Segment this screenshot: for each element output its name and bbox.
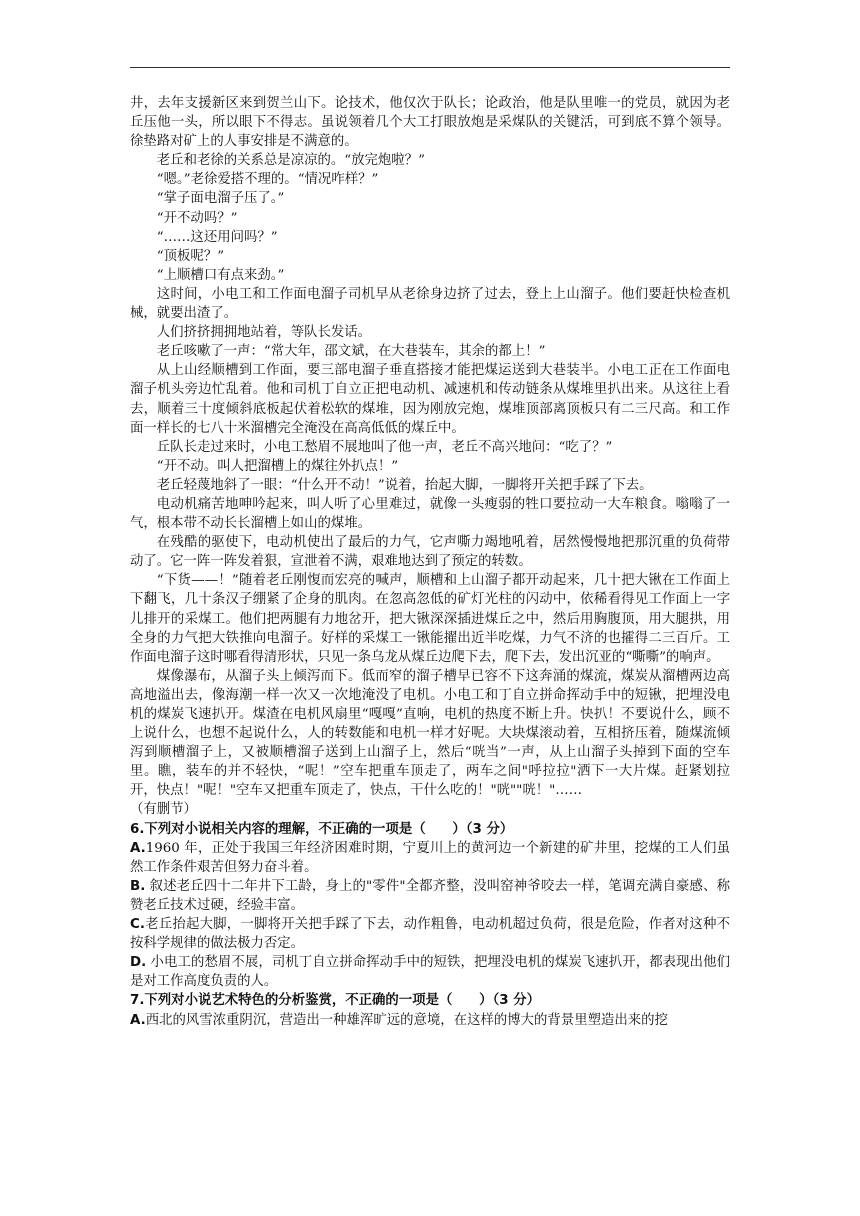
answer-option [130,953,730,991]
passage-paragraph: “……这还用问吗？” [156,229,278,245]
abridged-note: （有删节） [130,802,197,818]
passage-paragraph: 人们挤挤拥拥地站着，等队长发话。 [156,325,372,341]
passage-paragraph: “顶板呢？” [156,248,225,264]
passage-paragraph: 井，去年支援新区来到贺兰山下。论技术，他仅次于队长；论政治，他是队里唯一的党员，就因为老丘压他一头，所以眼下不得志。虽说领着几个大工打眼放炮是采煤队的关键活，可到底不算个领导。徐垫路对矿上的人事安排是不满意的。 [130,96,730,150]
question-stem: 7.下列对小说艺术特色的分析鉴赏，不正确的一项是（ ）（3 分） [130,993,541,1009]
passage-paragraph: 煤像瀑布，从溜子头上倾泻而下。低而窄的溜子槽早已容不下这奔涌的煤流，煤炭从溜槽两边高高地溢出去，像海潮一样一次又一次地淹没了电机。小电工和丁自立拼命挥动手中的短锹，把埋没电机的煤炭飞速扒开。煤渣在电机风扇里“嘎嘎”直响，电机的热度不断上升。快扒！不要说什么，顾不上说什么，也想不起说什么，人的转数能和电机一样才好呢。大块煤滚动着，互相挤压着，随煤流倾泻到顺槽溜子上，又被顺槽溜子送到上山溜子上，然后“咣当”一声，从上山溜子头掉到下面的空车里。瞧，装车的并不轻快，“呢！”空车把重车顶走了，两车之间"呼拉拉"洒下一大片煤。赶紧划拉开，快点！"呢！"空车又把重车顶走了，快点，干什么吃的！"咣""咣！"…… [130,668,730,799]
passage-paragraph: “掌子面电溜子压了。” [156,191,285,207]
passage-paragraph: 丘队长走过来时，小电工愁眉不展地叫了他一声，老丘不高兴地问：“吃了？” [156,439,613,455]
passage-paragraph: “上顺槽口有点来劲。” [156,267,285,283]
answer-option [130,839,730,877]
answer-option [130,877,730,915]
document-body [130,94,730,1030]
option-key: D. [130,955,147,971]
option-text: 西北的风雪浓重阴沉，营造出一种雄浑旷远的意境，在这样的博大的背景里塑造出来的挖 [145,1012,668,1028]
passage-paragraph: “下货——！”随着老丘刚愎而宏亮的喊声，顺槽和上山溜子都开动起来，几十把大锹在工作面上下翻飞，几十条汉子绷紧了企身的肌肉。在忽高忽低的矿灯光柱的闪动中，依稀看得见工作面上一字儿排开的采煤工。他们把两腿有力地岔开，把大锹深深插进煤丘之中，然后用胸腹顶，用大腿拱，用全身的力气把大铁推向电溜子。好样的采煤工一锹能擢出近半吃煤，力气不济的也攉得二三百斤。工作面电溜子这时哪看得清形状，只见一条乌龙从煤丘边爬下去，爬下去，发出沉亚的“嘶嘶”的响声。 [130,573,730,665]
question-section [130,820,730,1030]
passage-paragraph: 这时间，小电工和工作面电溜子司机早从老徐身边挤了过去，登上上山溜子。他们要赶快检查机械，就要出渣了。 [130,286,730,322]
passage-paragraph: 从上山经顺槽到工作面，要三部电溜子垂直搭接才能把煤运送到大巷装半。小电工正在工作面电溜子机头旁边忙乱着。他和司机丁自立正把电动机、减速机和传动链条从煤堆里扒出来。从这往上看去，顺着三十度倾斜底板起伏着松软的煤堆，因为刚放完炮，煤堆顶部离顶板只有二三尺高。和工作面一样长的七八十米溜槽完全淹没在高高低低的煤丘中。 [130,363,730,436]
story-passage [130,94,730,820]
answer-option [130,915,730,953]
passage-paragraph: “开不动。叫人把溜槽上的煤往外扒点！” [156,458,399,474]
option-text: 老丘抬起大脚，一脚将开关把手踩了下去，动作粗鲁，电动机超过负荷，很是危险，作者对这种不按科学规律的做法极力否定。 [130,917,730,952]
question-stem: 6.下列对小说相关内容的理解，不正确的一项是（ ）（3 分） [130,821,514,837]
passage-paragraph: 老丘咳嗽了一声：“常大年，邵文斌，在大巷装车，其余的都上！” [156,344,546,360]
option-key: A. [130,840,146,856]
header-rule [130,67,730,68]
passage-paragraph: “嗯。”老徐爱搭不理的。“情况咋样？” [156,172,379,188]
answer-option [130,1011,730,1030]
passage-paragraph: “开不动吗？” [156,210,238,226]
option-text: 1960 年，正处于我国三年经济困难时期，宁夏川上的黄河边一个新建的矿井里，挖煤的工人们虽然工作条件艰苦但努力奋斗着。 [130,840,730,875]
option-key: A. [130,1012,146,1028]
passage-paragraph: 电动机痛苦地呻吟起来，叫人听了心里难过，就像一头瘦弱的牲口要拉动一大车粮食。嗡嗡了一气，根本带不动长长溜槽上如山的煤堆。 [130,496,730,532]
passage-paragraph: 老丘和老徐的关系总是凉凉的。“放完炮啦？” [156,153,425,169]
option-key: C. [130,917,145,933]
option-text: 小电工的愁眉不展，司机丁自立拼命挥动手中的短铁，把埋没电机的煤炭飞速扒开，都表现出他们是对工作高度负责的人。 [130,955,730,990]
passage-paragraph: 在残酷的驱使下，电动机使出了最后的力气，它声嘶力竭地吼着，居然慢慢地把那沉重的负荷带动了。它一阵一阵发着狠，宣泄着不满，艰难地达到了预定的转数。 [130,535,730,570]
passage-paragraph: 老丘轻蔑地斜了一眼：“什么开不动！”说着，抬起大脚，一脚将开关把手踩了下去。 [156,477,653,493]
option-key: B. [130,878,146,894]
option-text: 叙述老丘四十二年井下工龄，身上的"零件"全都齐整，没叫窑神爷咬去一样，笔调充满自豪感、称赞老丘技术过硬，经验丰富。 [130,878,730,913]
